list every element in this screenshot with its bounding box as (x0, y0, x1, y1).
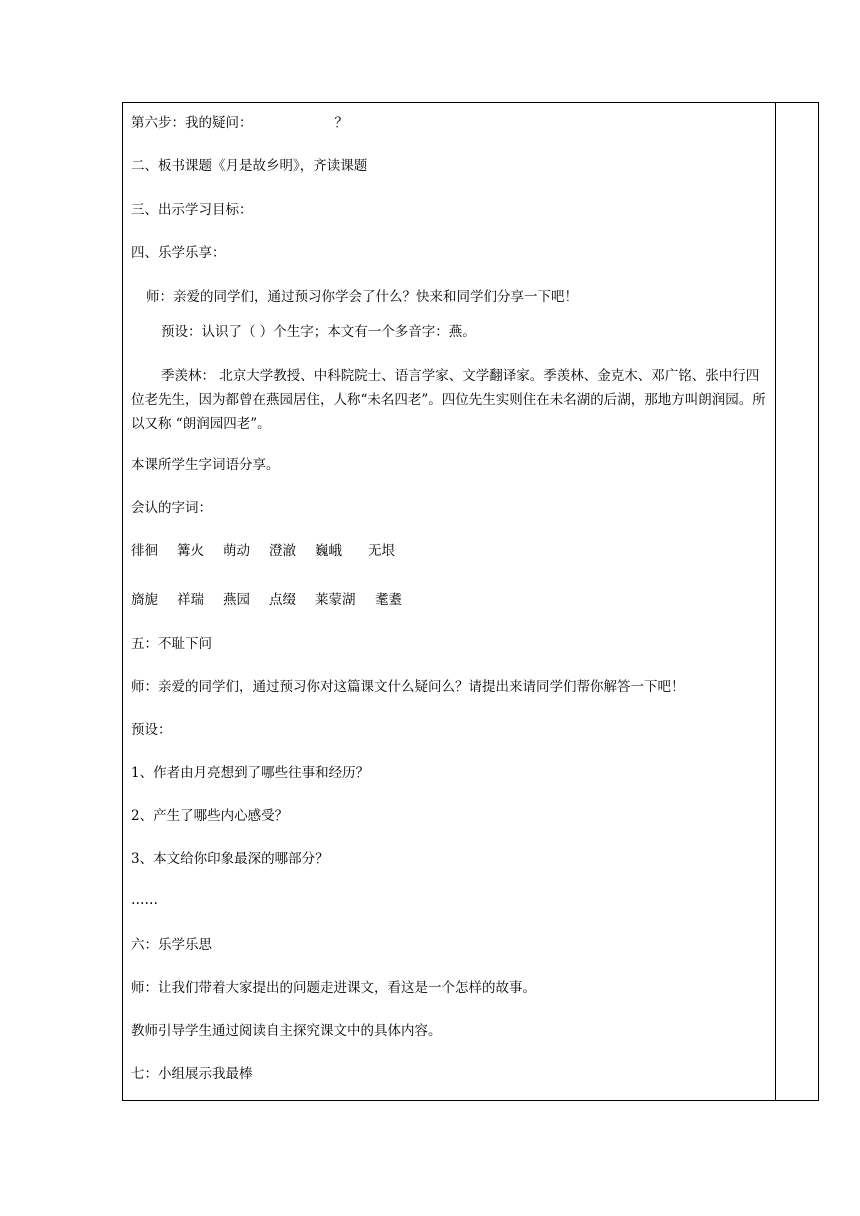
vocab-word: 巍峨 (315, 543, 342, 559)
vocab-share-line: 本课所学生字词语分享。 (131, 457, 280, 473)
preset-1: 预设：认识了（ ）个生字；本文有一个多音字：燕。 (161, 324, 476, 340)
question-1: 1、作者由月亮想到了哪些往事和经历？ (131, 765, 370, 781)
vocab-word: 旖旎 (131, 592, 158, 608)
vocab-word: 无垠 (368, 543, 395, 559)
vocab-word: 点缀 (269, 592, 296, 608)
vocab-word: 篝火 (177, 543, 204, 559)
teacher-question-3: 师：让我们带着大家提出的问题走进课文，看这是一个怎样的故事。 (131, 980, 536, 996)
vocab-row-2 (131, 592, 402, 609)
teacher-guide: 教师引导学生通过阅读自主探究课文中的具体内容。 (131, 1023, 442, 1039)
vocab-label: 会认的字词： (131, 500, 212, 516)
teacher-question-2: 师：亲爱的同学们，通过预习你对这篇课文什么疑问么？请提出来请同学们帮你解答一下吧！ (131, 679, 685, 695)
vocab-word: 澄澈 (269, 543, 296, 559)
vocab-word: 耄耋 (375, 592, 402, 608)
preset-2: 预设： (131, 722, 172, 738)
teacher-question-1: 师：亲爱的同学们，通过预习你学会了什么？快来和同学们分享一下吧！ (146, 289, 578, 305)
section-3-heading: 三、出示学习目标： (131, 202, 253, 218)
author-bio-paragraph: 季羡林： 北京大学教授、中科院院士、语言学家、文学翻译家。季羡林、金克木、邓广铭、张中行四位老先生，因为都曾在燕园居住，人称“未名四老”。四位先生实则住在未名湖的后湖，那地方叫朗润园。所以又称 “朗润园四老”。 (131, 368, 766, 432)
section-2-heading: 二、板书课题《月是故乡明》，齐读课题 (131, 158, 368, 174)
table-column-divider (775, 102, 776, 1101)
vocab-word: 祥瑞 (177, 592, 204, 608)
step6-question-mark: ？ (334, 115, 348, 131)
section-7-heading: 七：小组展示我最棒 (131, 1066, 253, 1082)
ellipsis: …… (131, 892, 158, 908)
step6-line (131, 115, 348, 132)
question-3: 3、本文给你印象最深的哪部分？ (131, 851, 329, 867)
vocab-row-1 (131, 543, 395, 560)
section-6-heading: 六：乐学乐思 (131, 937, 212, 953)
question-2: 2、产生了哪些内心感受？ (131, 808, 289, 824)
vocab-word: 莱蒙湖 (315, 592, 356, 608)
vocab-word: 徘徊 (131, 543, 158, 559)
vocab-word: 燕园 (223, 592, 250, 608)
step6-label: 第六步：我的疑问： (131, 115, 253, 131)
section-5-heading: 五：不耻下问 (131, 636, 212, 652)
section-4-heading: 四、乐学乐享： (131, 245, 226, 261)
vocab-word: 萌动 (223, 543, 250, 559)
